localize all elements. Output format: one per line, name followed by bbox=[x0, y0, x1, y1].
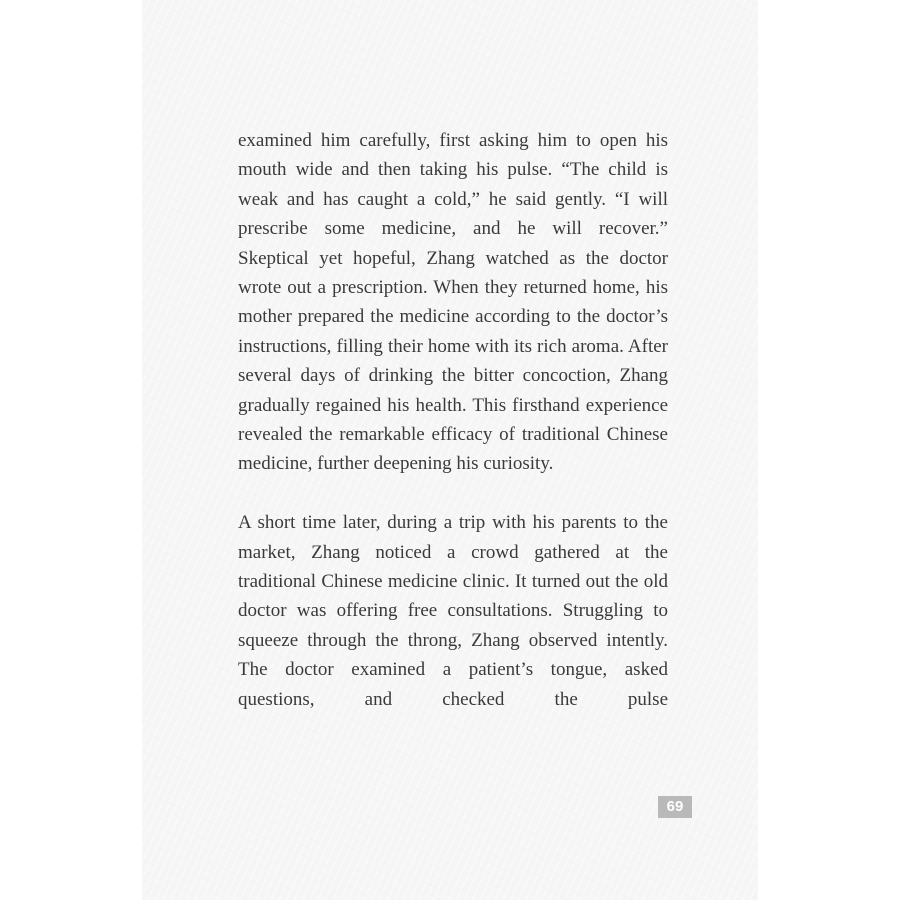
book-page bbox=[142, 0, 758, 900]
paragraph-2: A short time later, during a trip with his parents to the market, Zhang noticed a crowd gathered at the traditional Chinese medicine clinic. It turned out the old doctor was offering free consultations. Struggling to squeeze through the throng, Zhang observed intently. The doctor examined a patient’s tongue, asked questions, and checked the pulse bbox=[238, 512, 668, 710]
body-text bbox=[238, 126, 668, 714]
page-number-badge: 69 bbox=[658, 796, 692, 818]
paragraph-1: examined him carefully, first asking him to open his mouth wide and then taking his pulse. “The child is weak and has caught a cold,” he said gently. “I will prescribe some medicine, and he will recover.” Skeptical yet hopeful, Zhang watched as the doctor wrote out a prescription. When they returned home, his mother prepared the medicine according to the doctor’s instructions, filling their home with its rich aroma. After several days of drinking the bitter concoction, Zhang gradually regained his health. This firsthand experience revealed the remarkable efficacy of traditional Chinese medicine, further deepening his curiosity. bbox=[238, 130, 668, 475]
